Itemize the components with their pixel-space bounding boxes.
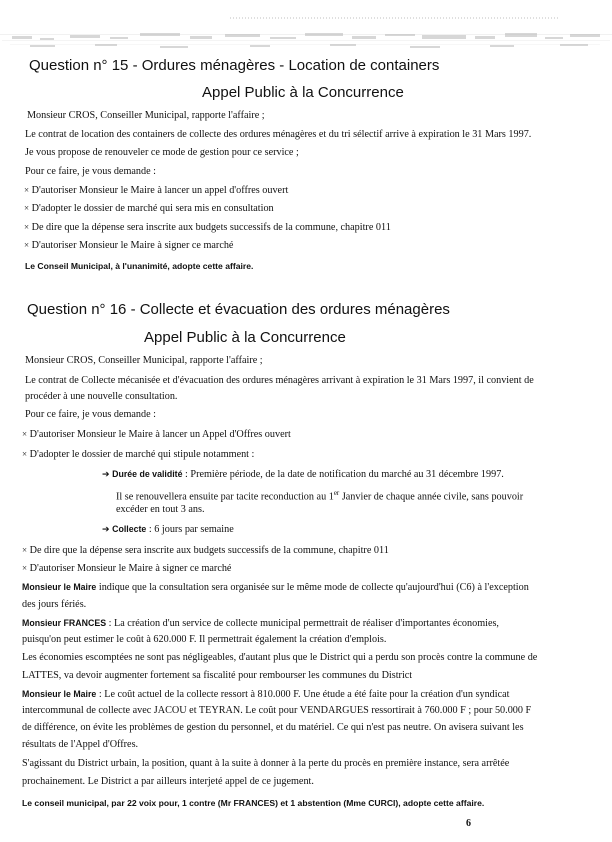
maire-remark-1 [22,580,529,595]
collecte-label: Collecte [112,524,147,534]
q16-paragraph-1: Le contrat de Collecte mécanisée et d'évacuation des ordures ménagères arrivant à expiration le 31 Mars 1997, il convient de [25,375,534,386]
q16-intro: Monsieur CROS, Conseiller Municipal, rapporte l'affaire ; [25,355,263,366]
q15-bullet-text: D'autoriser Monsieur le Maire à signer ce marché [31,240,234,251]
maire-label: Monsieur le Maire [22,689,97,699]
arrow-icon: ➔ [102,524,110,534]
district-paragraph-cont: prochainement. Le District a par ailleurs interjeté appel de ce jugement. [22,776,314,787]
collecte-text: : 6 jours par semaine [146,524,234,535]
q16-subheading: Appel Public à la Concurrence [144,329,346,346]
maire-remark-2-line-3: de différence, on évite les problèmes de gestion du personnel, et du matériel. Ce qui n'est pas neutre. On avisera suivant les [22,722,524,733]
collecte-item [102,522,234,537]
bullet-icon: × [24,203,30,213]
renewal-line [116,486,523,504]
q16-bullet-item [22,447,254,462]
q16-bullet-text: De dire que la dépense sera inscrite aux budgets successifs de la commune, chapitre 011 [29,545,389,556]
q15-bullet-item [24,220,391,235]
district-paragraph: S'agissant du District urbain, la position, quant à la suite à donner à la perte du procès en première instance, sera arrêtée [22,758,510,769]
bullet-icon: × [22,449,28,459]
q15-decision: Le Conseil Municipal, à l'unanimité, adopte cette affaire. [25,261,254,271]
renewal-line-2: excéder en tout 3 ans. [116,504,205,515]
q15-paragraph-3: Pour ce faire, je vous demande : [25,166,156,177]
q15-intro: Monsieur CROS, Conseiller Municipal, rapporte l'affaire ; [27,110,265,121]
page-number: 6 [466,818,471,829]
frances-remark-text: : La création d'un service de collecte municipal permettrait de réaliser d'importantes économies, [106,618,499,629]
q16-paragraph-2: Pour ce faire, je vous demande : [25,409,156,420]
bullet-icon: × [24,185,30,195]
q15-bullet-text: De dire que la dépense sera inscrite aux budgets successifs de la commune, chapitre 011 [31,222,391,233]
q16-bullet-item [22,543,389,558]
q15-paragraph-2: Je vous propose de renouveler ce mode de gestion pour ce service ; [25,147,299,158]
q15-heading: Question n° 15 - Ordures ménagères - Location de containers [29,57,440,74]
q16-paragraph-1-cont: procéder à une nouvelle consultation. [25,391,178,402]
maire-remark-text: indique que la consultation sera organisée sur le même mode de collecte qu'aujourd'hui (C6) à l'exception [96,582,529,593]
q15-paragraph-1: Le contrat de location des containers de collecte des ordures ménagères et du tri sélectif arrive à expiration le 31 Mars 1997. [25,129,532,140]
q16-bullet-text: D'adopter le dossier de marché qui stipule notamment : [29,449,255,460]
q15-bullet-item [24,238,233,253]
q16-bullet-text: D'autoriser Monsieur le Maire à signer ce marché [29,563,232,574]
maire-label: Monsieur le Maire [22,582,97,592]
q16-heading: Question n° 16 - Collecte et évacuation des ordures ménagères [27,301,450,318]
q15-bullet-text: D'adopter le dossier de marché qui sera mis en consultation [31,203,274,214]
arrow-icon: ➔ [102,469,110,479]
bullet-icon: × [24,240,30,250]
q16-bullet-item [22,427,291,442]
economies-paragraph: Les économies escomptées ne sont pas négligeables, d'autant plus que le District qui a perdu son procès contre la commune de [22,652,538,663]
q16-bullet-item [22,561,231,576]
frances-label: Monsieur FRANCES [22,618,107,628]
duree-text: : Première période, de la date de notification du marché au 31 décembre 1997. [182,469,504,480]
q16-decision: Le conseil municipal, par 22 voix pour, 1 contre (Mr FRANCES) et 1 abstention (Mme CURCI), adopte cette affaire. [22,798,485,808]
q16-bullet-text: D'autoriser Monsieur le Maire à lancer un Appel d'Offres ouvert [29,429,291,440]
maire-remark-2-line-4: résultats de l'Appel d'Offres. [22,739,139,750]
renewal-text: Il se renouvellera ensuite par tacite reconduction au 1 [116,491,334,503]
maire-remark-text: : Le coût actuel de la collecte ressort à 810.000 F. Une étude a été faite pour la création d'un syndicat [96,689,510,700]
q15-bullet-item [24,183,288,198]
duree-label: Durée de validité [112,469,183,479]
q15-bullet-text: D'autoriser Monsieur le Maire à lancer un appel d'offres ouvert [31,185,289,196]
bullet-icon: × [22,429,28,439]
bullet-icon: × [24,222,30,232]
frances-remark [22,616,499,631]
economies-paragraph-cont: LATTES, va devoir augmenter fortement sa fiscalité pour rembourser les communes du District [22,670,413,681]
frances-remark-cont: puisqu'on peut estimer le coût à 620.000 F. Il permettrait également la création d'emplois. [22,634,387,645]
q15-bullet-item [24,201,274,216]
renewal-text-end: Janvier de chaque année civile, sans pouvoir [339,491,524,503]
bullet-icon: × [22,563,28,573]
maire-remark-2-line-2: intercommunal de collecte avec JACOU et TEYRAN. Le coût pour VENDARGUES ressortirait à 760.000 F ; pour 50.000 F [22,705,532,716]
q15-subheading: Appel Public à la Concurrence [202,84,404,101]
duree-item [102,467,504,482]
scan-noise [0,0,612,58]
bullet-icon: × [22,545,28,555]
maire-remark-1-cont: des jours fériés. [22,599,87,610]
maire-remark-2 [22,687,509,702]
renewal-sup: er [333,489,340,497]
